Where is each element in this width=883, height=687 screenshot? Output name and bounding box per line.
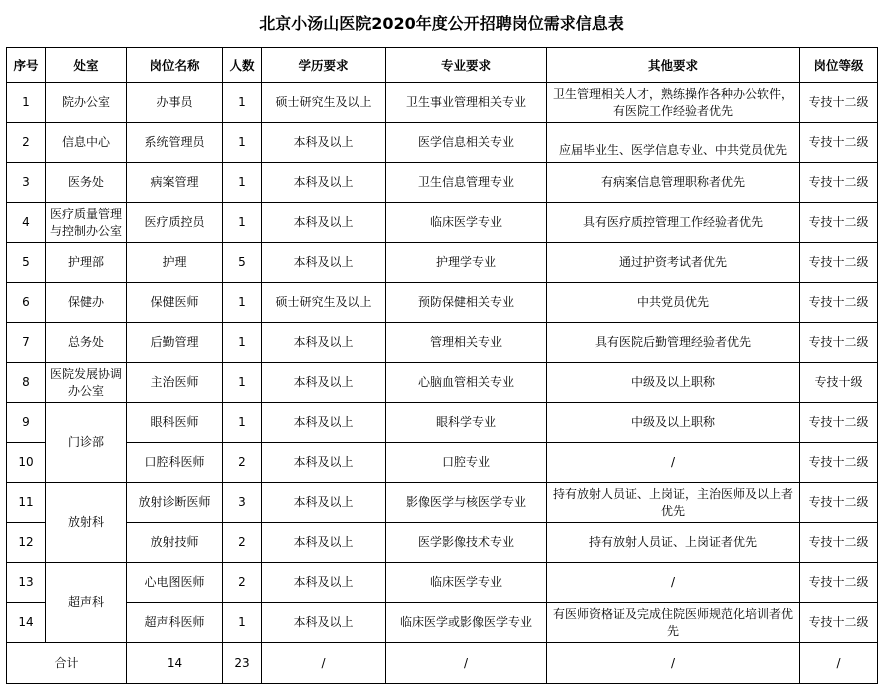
cell-major: 口腔专业 (386, 443, 547, 483)
cell-grade: 专技十二级 (800, 563, 878, 603)
cell-other: 有医师资格证及完成住院医师规范化培训者优先 (547, 603, 800, 643)
cell-major: 临床医学或影像医学专业 (386, 603, 547, 643)
cell-seq: 14 (7, 603, 46, 643)
cell-position: 主治医师 (127, 363, 223, 403)
header-major: 专业要求 (386, 48, 547, 83)
table-row (7, 363, 878, 403)
cell-grade: 专技十二级 (800, 443, 878, 483)
cell-grade: 专技十二级 (800, 283, 878, 323)
cell-major: 预防保健相关专业 (386, 283, 547, 323)
cell-count: 1 (223, 123, 262, 163)
cell-seq: 10 (7, 443, 46, 483)
cell-count: 1 (223, 83, 262, 123)
cell-count: 1 (223, 603, 262, 643)
table-row (7, 443, 878, 483)
total-label: 合计 (7, 643, 127, 684)
cell-count: 3 (223, 483, 262, 523)
cell-major: 卫生信息管理专业 (386, 163, 547, 203)
cell-grade: 专技十二级 (800, 483, 878, 523)
cell-other: 中共党员优先 (547, 283, 800, 323)
cell-position: 放射诊断医师 (127, 483, 223, 523)
cell-count: 2 (223, 443, 262, 483)
cell-grade: 专技十二级 (800, 323, 878, 363)
cell-position: 医疗质控员 (127, 203, 223, 243)
cell-other: 具有医疗质控管理工作经验者优先 (547, 203, 800, 243)
cell-major: 眼科学专业 (386, 403, 547, 443)
cell-education: 硕士研究生及以上 (262, 83, 386, 123)
cell-other: / (547, 443, 800, 483)
cell-seq: 9 (7, 403, 46, 443)
table-row (7, 323, 878, 363)
cell-seq: 2 (7, 123, 46, 163)
table-row (7, 563, 878, 603)
cell-other: / (547, 563, 800, 603)
cell-major: 护理学专业 (386, 243, 547, 283)
cell-dept: 门诊部 (46, 403, 127, 483)
cell-grade: 专技十二级 (800, 523, 878, 563)
table-row (7, 123, 878, 163)
cell-education: 本科及以上 (262, 163, 386, 203)
cell-dept: 医务处 (46, 163, 127, 203)
cell-seq: 6 (7, 283, 46, 323)
cell-grade: 专技十二级 (800, 203, 878, 243)
cell-count: 1 (223, 203, 262, 243)
cell-dept: 放射科 (46, 483, 127, 563)
cell-count: 1 (223, 403, 262, 443)
total-row (7, 643, 878, 684)
cell-grade: 专技十二级 (800, 163, 878, 203)
cell-dept: 护理部 (46, 243, 127, 283)
total-other: / (547, 643, 800, 684)
cell-position: 眼科医师 (127, 403, 223, 443)
total-education: / (262, 643, 386, 684)
cell-other: 具有医院后勤管理经验者优先 (547, 323, 800, 363)
cell-position: 心电图医师 (127, 563, 223, 603)
table-row (7, 203, 878, 243)
cell-position: 口腔科医师 (127, 443, 223, 483)
cell-major: 临床医学专业 (386, 563, 547, 603)
cell-dept: 医疗质量管理与控制办公室 (46, 203, 127, 243)
cell-position: 超声科医师 (127, 603, 223, 643)
cell-position: 办事员 (127, 83, 223, 123)
cell-grade: 专技十二级 (800, 83, 878, 123)
cell-seq: 12 (7, 523, 46, 563)
cell-dept: 院办公室 (46, 83, 127, 123)
cell-position: 后勤管理 (127, 323, 223, 363)
cell-count: 5 (223, 243, 262, 283)
cell-major: 卫生事业管理相关专业 (386, 83, 547, 123)
cell-grade: 专技十二级 (800, 603, 878, 643)
cell-other: 通过护资考试者优先 (547, 243, 800, 283)
cell-major: 医学影像技术专业 (386, 523, 547, 563)
header-other: 其他要求 (547, 48, 800, 83)
cell-grade: 专技十二级 (800, 123, 878, 163)
cell-education: 本科及以上 (262, 443, 386, 483)
cell-other: 中级及以上职称 (547, 363, 800, 403)
total-count: 23 (223, 643, 262, 684)
cell-other: 卫生管理相关人才，熟练操作各种办公软件，有医院工作经验者优先 (547, 83, 800, 123)
total-positions: 14 (127, 643, 223, 684)
table-row (7, 83, 878, 123)
cell-dept: 总务处 (46, 323, 127, 363)
cell-seq: 7 (7, 323, 46, 363)
cell-seq: 4 (7, 203, 46, 243)
cell-dept: 医院发展协调办公室 (46, 363, 127, 403)
cell-education: 本科及以上 (262, 123, 386, 163)
cell-grade: 专技十级 (800, 363, 878, 403)
table-row (7, 163, 878, 203)
table-row (7, 603, 878, 643)
header-count: 人数 (223, 48, 262, 83)
cell-count: 2 (223, 523, 262, 563)
cell-major: 影像医学与核医学专业 (386, 483, 547, 523)
cell-education: 本科及以上 (262, 563, 386, 603)
header-dept: 处室 (46, 48, 127, 83)
cell-position: 病案管理 (127, 163, 223, 203)
cell-position: 系统管理员 (127, 123, 223, 163)
cell-education: 本科及以上 (262, 523, 386, 563)
cell-education: 本科及以上 (262, 603, 386, 643)
total-grade: / (800, 643, 878, 684)
cell-dept: 超声科 (46, 563, 127, 643)
header-seq: 序号 (7, 48, 46, 83)
cell-count: 1 (223, 163, 262, 203)
cell-education: 本科及以上 (262, 403, 386, 443)
cell-education: 本科及以上 (262, 483, 386, 523)
header-grade: 岗位等级 (800, 48, 878, 83)
cell-seq: 11 (7, 483, 46, 523)
recruitment-table (6, 47, 878, 684)
cell-education: 本科及以上 (262, 203, 386, 243)
cell-position: 保健医师 (127, 283, 223, 323)
cell-count: 2 (223, 563, 262, 603)
page-title: 北京小汤山医院2020年度公开招聘岗位需求信息表 (259, 14, 624, 33)
cell-dept: 信息中心 (46, 123, 127, 163)
cell-position: 放射技师 (127, 523, 223, 563)
cell-count: 1 (223, 363, 262, 403)
cell-other: 持有放射人员证、上岗证，主治医师及以上者优先 (547, 483, 800, 523)
cell-major: 临床医学专业 (386, 203, 547, 243)
cell-other: 应届毕业生、医学信息专业、中共党员优先 (547, 123, 800, 163)
table-row (7, 243, 878, 283)
cell-grade: 专技十二级 (800, 403, 878, 443)
cell-major: 心脑血管相关专业 (386, 363, 547, 403)
cell-other: 持有放射人员证、上岗证者优先 (547, 523, 800, 563)
header-position: 岗位名称 (127, 48, 223, 83)
header-education: 学历要求 (262, 48, 386, 83)
cell-position: 护理 (127, 243, 223, 283)
cell-dept: 保健办 (46, 283, 127, 323)
cell-other: 有病案信息管理职称者优先 (547, 163, 800, 203)
cell-seq: 5 (7, 243, 46, 283)
cell-major: 医学信息相关专业 (386, 123, 547, 163)
table-row (7, 483, 878, 523)
cell-seq: 13 (7, 563, 46, 603)
table-row (7, 403, 878, 443)
cell-grade: 专技十二级 (800, 243, 878, 283)
cell-seq: 1 (7, 83, 46, 123)
cell-education: 本科及以上 (262, 363, 386, 403)
cell-other: 中级及以上职称 (547, 403, 800, 443)
cell-education: 本科及以上 (262, 243, 386, 283)
cell-seq: 8 (7, 363, 46, 403)
cell-major: 管理相关专业 (386, 323, 547, 363)
cell-seq: 3 (7, 163, 46, 203)
cell-count: 1 (223, 283, 262, 323)
cell-education: 硕士研究生及以上 (262, 283, 386, 323)
cell-count: 1 (223, 323, 262, 363)
table-row (7, 283, 878, 323)
header-row (7, 48, 878, 83)
table-row (7, 523, 878, 563)
cell-education: 本科及以上 (262, 323, 386, 363)
total-major: / (386, 643, 547, 684)
